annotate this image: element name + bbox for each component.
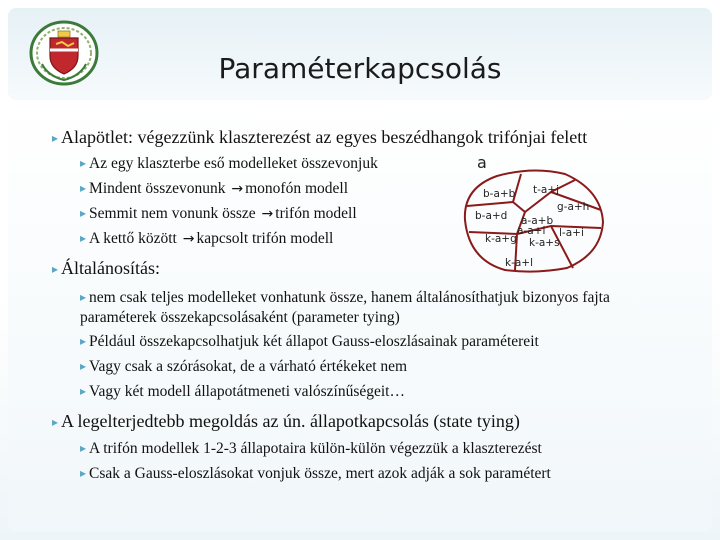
bullet-icon: ▸ <box>80 231 87 245</box>
diagram-label: a-a+i <box>517 225 546 237</box>
list-item-text: A legelterjedtebb megoldás az ún. állapotkapcsolás (state tying) <box>61 411 520 431</box>
list-item <box>80 358 407 376</box>
list-item-text: A trifón modellek 1-2-3 állapotaira külön-külön végezzük a klaszterezést <box>89 440 542 457</box>
diagram-label: k-a+g <box>485 233 517 245</box>
list-item-text: kapcsolt trifón modell <box>196 230 334 247</box>
diagram-label: t-a+j <box>533 184 560 196</box>
list-item <box>80 383 405 401</box>
page-title: Paraméterkapcsolás <box>218 52 502 85</box>
bullet-icon: ▸ <box>80 466 87 480</box>
right-arrow-icon: → <box>261 206 274 222</box>
bullet-icon: ▸ <box>80 290 87 304</box>
list-item-text: Általánosítás: <box>61 258 161 278</box>
list-item <box>52 411 520 432</box>
list-item <box>80 230 333 248</box>
bullet-icon: ▸ <box>52 262 59 276</box>
list-item-text: Például összekapcsolhatjuk két állapot Gauss-eloszlásainak paramétereit <box>89 333 539 350</box>
list-item-text: Az egy klaszterbe eső modelleket összevonjuk <box>89 155 378 172</box>
list-item-text: Semmit nem vonunk össze <box>89 205 256 222</box>
list-item-text: Vagy két modell állapotátmeneti valószínűségeit… <box>89 383 405 400</box>
bullet-icon: ▸ <box>52 415 59 429</box>
list-item-text: Vagy csak a szórásokat, de a várható értékeket nem <box>89 358 408 375</box>
list-item <box>52 127 587 148</box>
list-item-text: Mindent összevonunk <box>89 180 226 197</box>
list-item-text: monofón modell <box>245 180 349 197</box>
list-item-text: Csak a Gauss-eloszlásokat vonjuk össze, mert azok adják a sok paramétert <box>89 465 551 482</box>
list-item-text: A kettő között <box>89 230 177 247</box>
list-item-text: nem csak teljes modelleket vonhatunk össze, hanem általánosíthatjuk bizonyos fajta paraméterek összekapcsolásaként (parameter tying) <box>80 289 610 326</box>
right-arrow-icon: → <box>231 181 244 197</box>
diagram-label: a-a+b <box>521 215 554 227</box>
clustering-diagram <box>455 150 605 276</box>
list-item <box>80 333 539 351</box>
bullet-icon: ▸ <box>80 206 87 220</box>
bullet-icon: ▸ <box>52 131 59 145</box>
diagram-label: k-a+s <box>529 237 560 249</box>
list-item-text: Alapötlet: végezzünk klaszterezést az egyes beszédhangok trifónjai felett <box>61 127 588 147</box>
bullet-icon: ▸ <box>80 359 87 373</box>
diagram-label: l-a+i <box>559 227 584 239</box>
list-item <box>80 440 542 458</box>
bullet-icon: ▸ <box>80 384 87 398</box>
list-item <box>80 465 551 483</box>
list-item <box>80 155 378 173</box>
bullet-icon: ▸ <box>80 156 87 170</box>
diagram-label: k-a+l <box>505 257 534 269</box>
list-item <box>80 288 670 328</box>
diagram-heading: a <box>477 153 487 172</box>
right-arrow-icon: → <box>182 231 195 247</box>
bullet-icon: ▸ <box>80 334 87 348</box>
diagram-label: g-a+h <box>557 201 590 213</box>
diagram-label: b-a+b <box>483 188 516 200</box>
list-item-text: trifón modell <box>275 205 357 222</box>
list-item <box>80 180 348 198</box>
diagram-label: b-a+d <box>475 210 508 222</box>
bullet-icon: ▸ <box>80 441 87 455</box>
list-item <box>52 258 160 279</box>
bullet-icon: ▸ <box>80 181 87 195</box>
list-item <box>80 205 357 223</box>
